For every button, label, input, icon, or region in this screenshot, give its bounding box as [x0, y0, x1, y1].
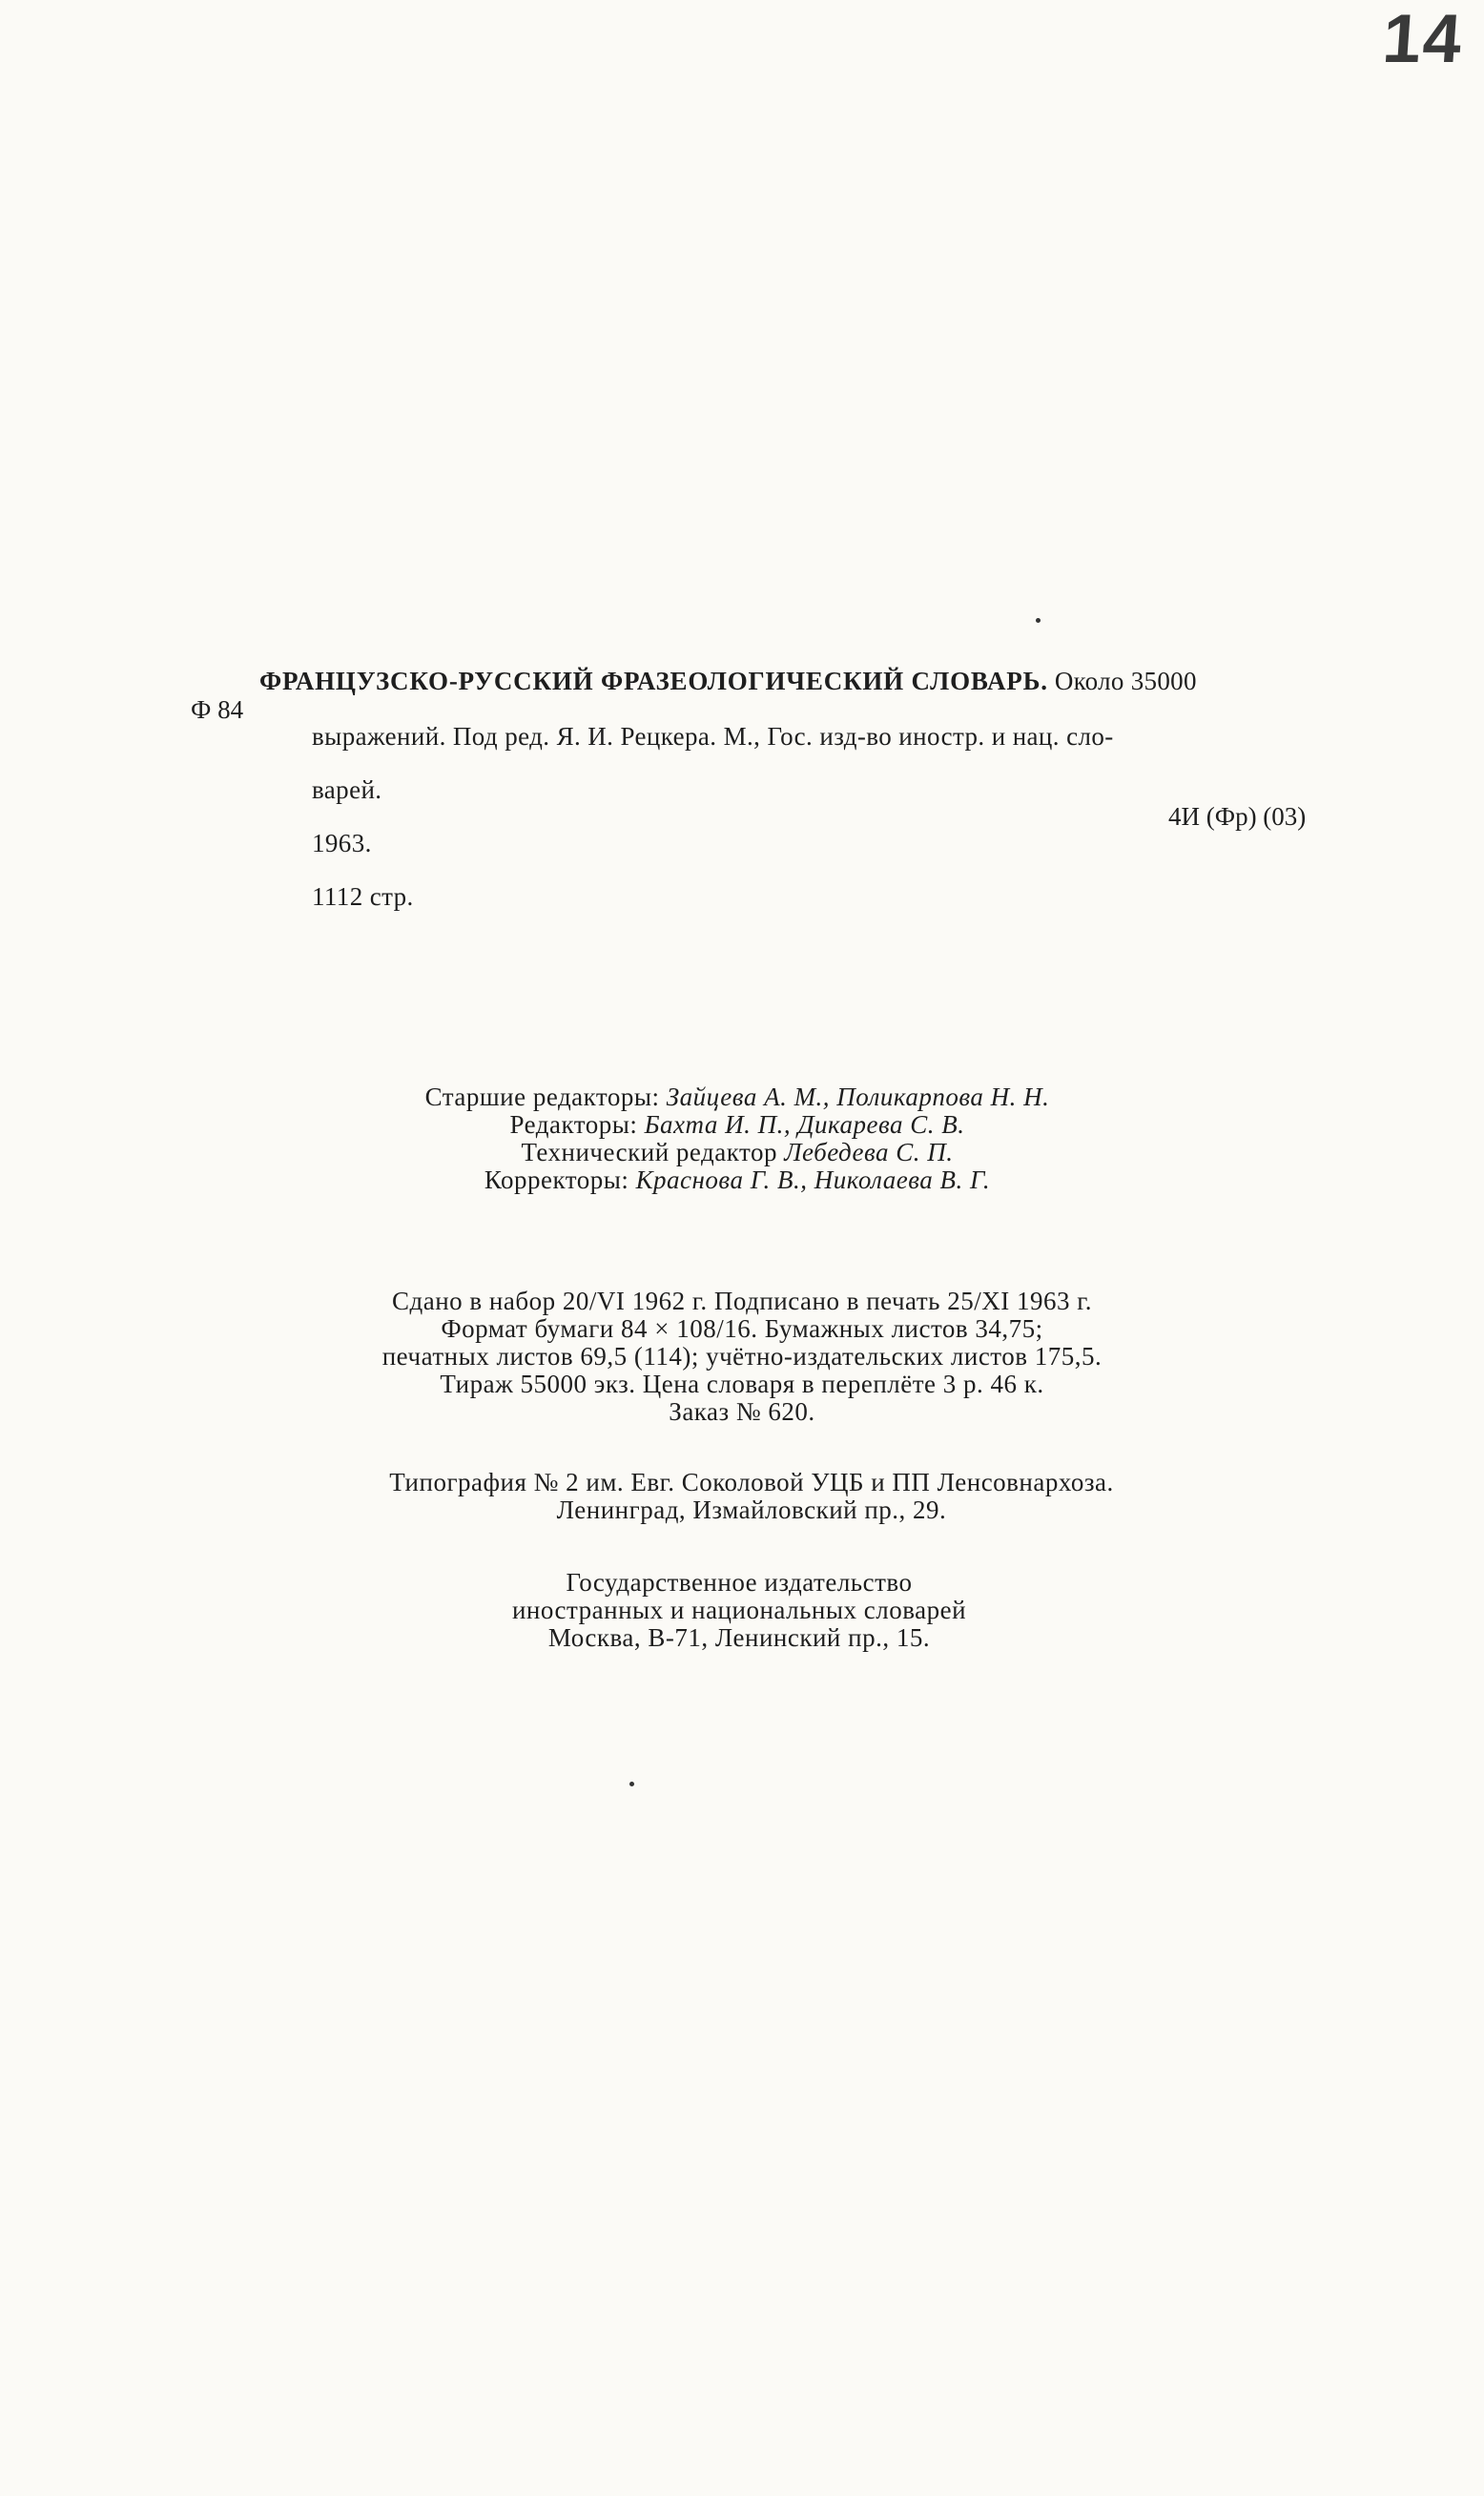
record-description-line: 1963. — [312, 829, 372, 857]
shelf-code: Ф 84 — [191, 695, 244, 724]
editor-role: Технический редактор — [521, 1138, 785, 1166]
editor-names: Краснова Г. В., Николаева В. Г. — [635, 1165, 991, 1194]
print-details-line: Тираж 55000 экз. Цена словаря в переплёте 3 р. 46 к. — [440, 1370, 1044, 1398]
print-speck — [1036, 618, 1041, 623]
record-description-line: варей. — [312, 775, 382, 804]
editor-role: Редакторы: — [509, 1110, 645, 1139]
page-number: 14 — [1380, 1, 1466, 77]
publisher-line: иностранных и национальных словарей — [511, 1596, 967, 1624]
editor-role: Старшие редакторы: — [424, 1083, 667, 1111]
print-details — [0, 1288, 1484, 1426]
print-details-line: Заказ № 620. — [669, 1397, 815, 1426]
editor-line — [0, 1083, 1479, 1111]
publisher-line: Москва, В-71, Ленинский пр., 15. — [547, 1623, 931, 1652]
classification-code: 4И (Фр) (03) — [1168, 802, 1307, 831]
editor-names: Зайцева А. М., Поликарпова Н. Н. — [666, 1083, 1050, 1111]
editor-names: Бахта И. П., Дикарева С. В. — [644, 1110, 965, 1139]
record-title-line — [259, 668, 1197, 694]
print-speck — [629, 1782, 634, 1786]
print-details-line: Сдано в набор 20/VI 1962 г. Подписано в печать 25/XI 1963 г. — [392, 1287, 1092, 1315]
record-title: ФРАНЦУЗСКО-РУССКИЙ ФРАЗЕОЛОГИЧЕСКИЙ СЛОВАРЬ. — [259, 667, 1048, 695]
printing-house-line: Типография № 2 им. Евг. Соколовой УЦБ и ПП Ленсовнархоза. — [389, 1468, 1114, 1496]
printing-house — [10, 1469, 1484, 1524]
print-details-line: печатных листов 69,5 (114); учётно-издательских листов 175,5. — [381, 1342, 1103, 1371]
editor-names: Лебедева С. П. — [784, 1138, 954, 1166]
editor-line — [0, 1139, 1479, 1166]
editor-line — [0, 1166, 1479, 1194]
editor-line — [0, 1111, 1479, 1139]
record-description-line: 1112 стр. — [312, 882, 414, 911]
record-title-count: Около 35000 — [1047, 667, 1197, 695]
record-description-line: выражений. Под ред. Я. И. Рецкера. М., Гос. изд-во иностр. и нац. сло- — [312, 722, 1114, 751]
publisher-line: Государственное издательство — [566, 1568, 913, 1597]
publisher-imprint — [0, 1569, 1481, 1652]
editor-role: Корректоры: — [484, 1165, 636, 1194]
print-details-line: Формат бумаги 84 × 108/16. Бумажных листов 34,75; — [441, 1314, 1043, 1343]
printing-house-line: Ленинград, Измайловский пр., 29. — [556, 1496, 947, 1524]
editors-list — [0, 1083, 1479, 1194]
